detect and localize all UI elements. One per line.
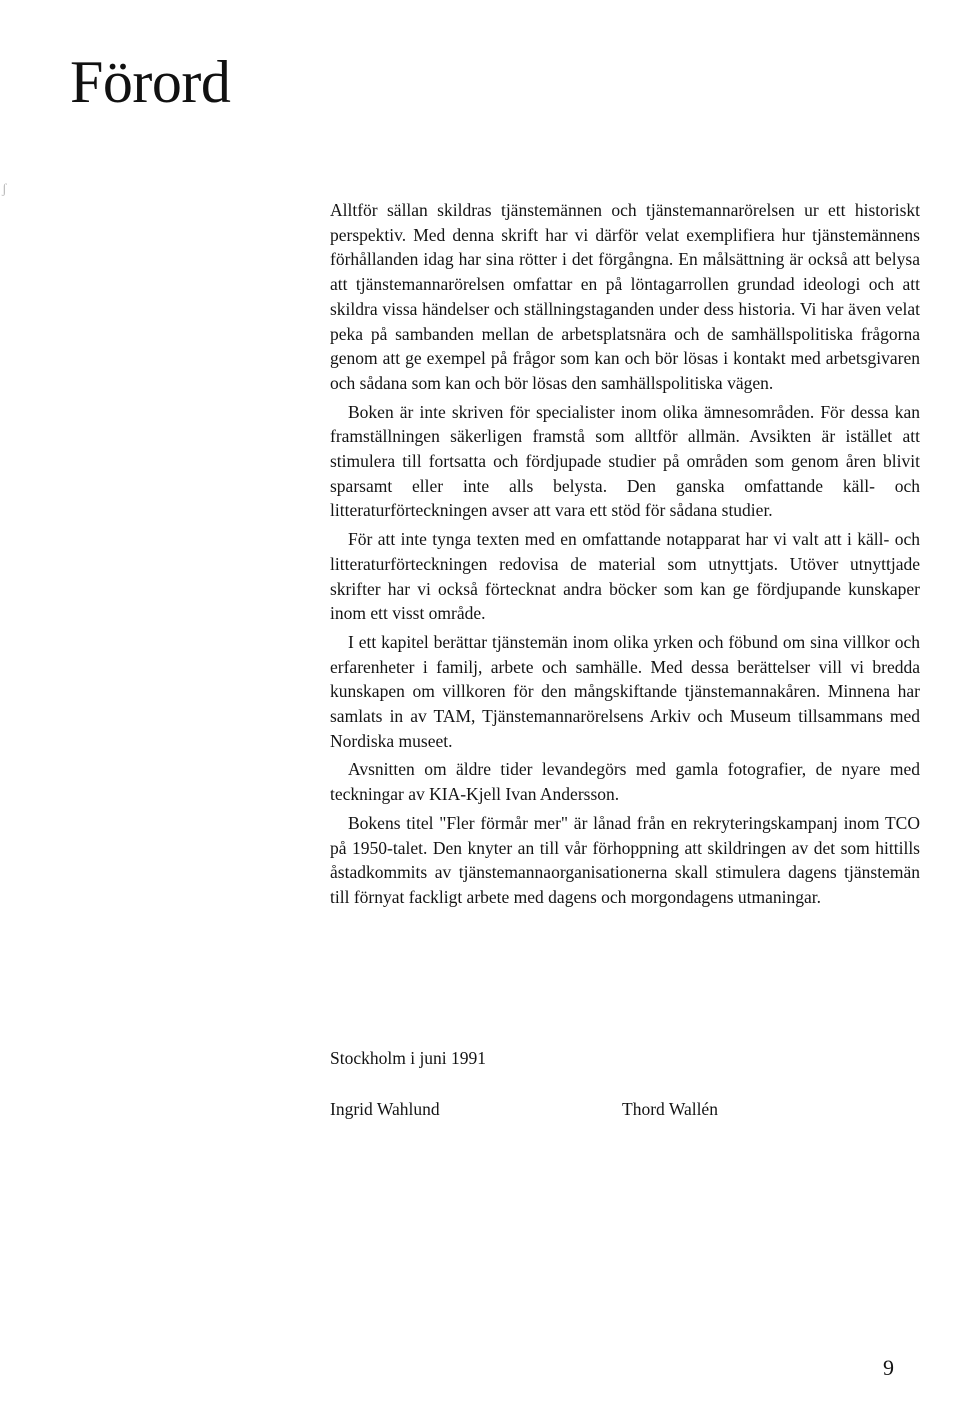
paragraph: För att inte tynga texten med en omfattande notapparat har vi valt att i käll- och litteraturförteckningen redovisa de material som utnyttjats. Utöver utnyttjade skrifter har vi också förtecknat andra böcker som kan ge fördjupande kunskaper inom ett visst område. — [330, 529, 920, 624]
paragraph: I ett kapitel berättar tjänstemän inom olika yrken och föbund om sina villkor och erfarenheter i familj, arbete och samhälle. Med dessa berättelser vill vi bredda kunskapen om villkoren för den mångskiftande tjänstemannakåren. Minnena har samlats in av TAM, Tjänstemannarörelsens Arkiv och Museum tillsammans med Nordiska museet. — [330, 631, 920, 751]
signature-author-2: Thord Wallén — [622, 1099, 718, 1119]
place-and-date: Stockholm i juni 1991 — [330, 1048, 487, 1068]
scan-artifact-mark: ʃ — [2, 182, 7, 197]
page-number: 9 — [883, 1355, 894, 1380]
paragraph: Avsnitten om äldre tider levandegörs med gamla fotografier, de nyare med teckningar av KIA-Kjell Ivan Andersson. — [330, 759, 920, 805]
paragraph: Bokens titel "Fler förmår mer" är lånad från en rekryteringskampanj inom TCO på 1950-talet. Den knyter an till vår förhoppning att skildringen av det som hittills åstadkommits av tjänstemannaorganisationerna skall stimulera dagens tjänstemän till förnyat fackligt arbete med dagens och morgondagens utmaningar. — [330, 812, 920, 907]
signature-author-1: Ingrid Wahlund — [330, 1099, 440, 1119]
paragraph: Alltför sällan skildras tjänstemännen och tjänstemannarörelsen ur ett historiskt perspektiv. Med denna skrift har vi därför velat exemplifiera hur tjänstemännens förhållanden idag har sina rötter i det förgångna. En målsättning är också att belysa att tjänstemannarörelsen omfattar en på löntagarrollen grundad ideologi och att skildra vissa händelser och ställningstaganden under dess historia. Vi har även velat peka på sambanden mellan de arbetsplatsnära och de samhällspolitiska frågorna genom att ge exempel på frågor som kan och bör lösas i kontakt med arbetsgivaren och sådana som kan och bör lösas den samhällspolitiska vägen. — [330, 200, 920, 393]
paragraph: Boken är inte skriven för specialister inom olika ämnesområden. För dessa kan framställningen säkerligen framstå som alltför allmän. Avsikten är istället att stimulera till fortsatta och fördjupade studier på områden som genom åren blivit sparsamt eller inte alls belysta. Den ganska omfattande käll- och litteraturförteckningen avser att vara ett stöd för sådana studier. — [330, 401, 920, 521]
preface-body — [330, 198, 920, 910]
page-title: Förord — [70, 49, 231, 115]
